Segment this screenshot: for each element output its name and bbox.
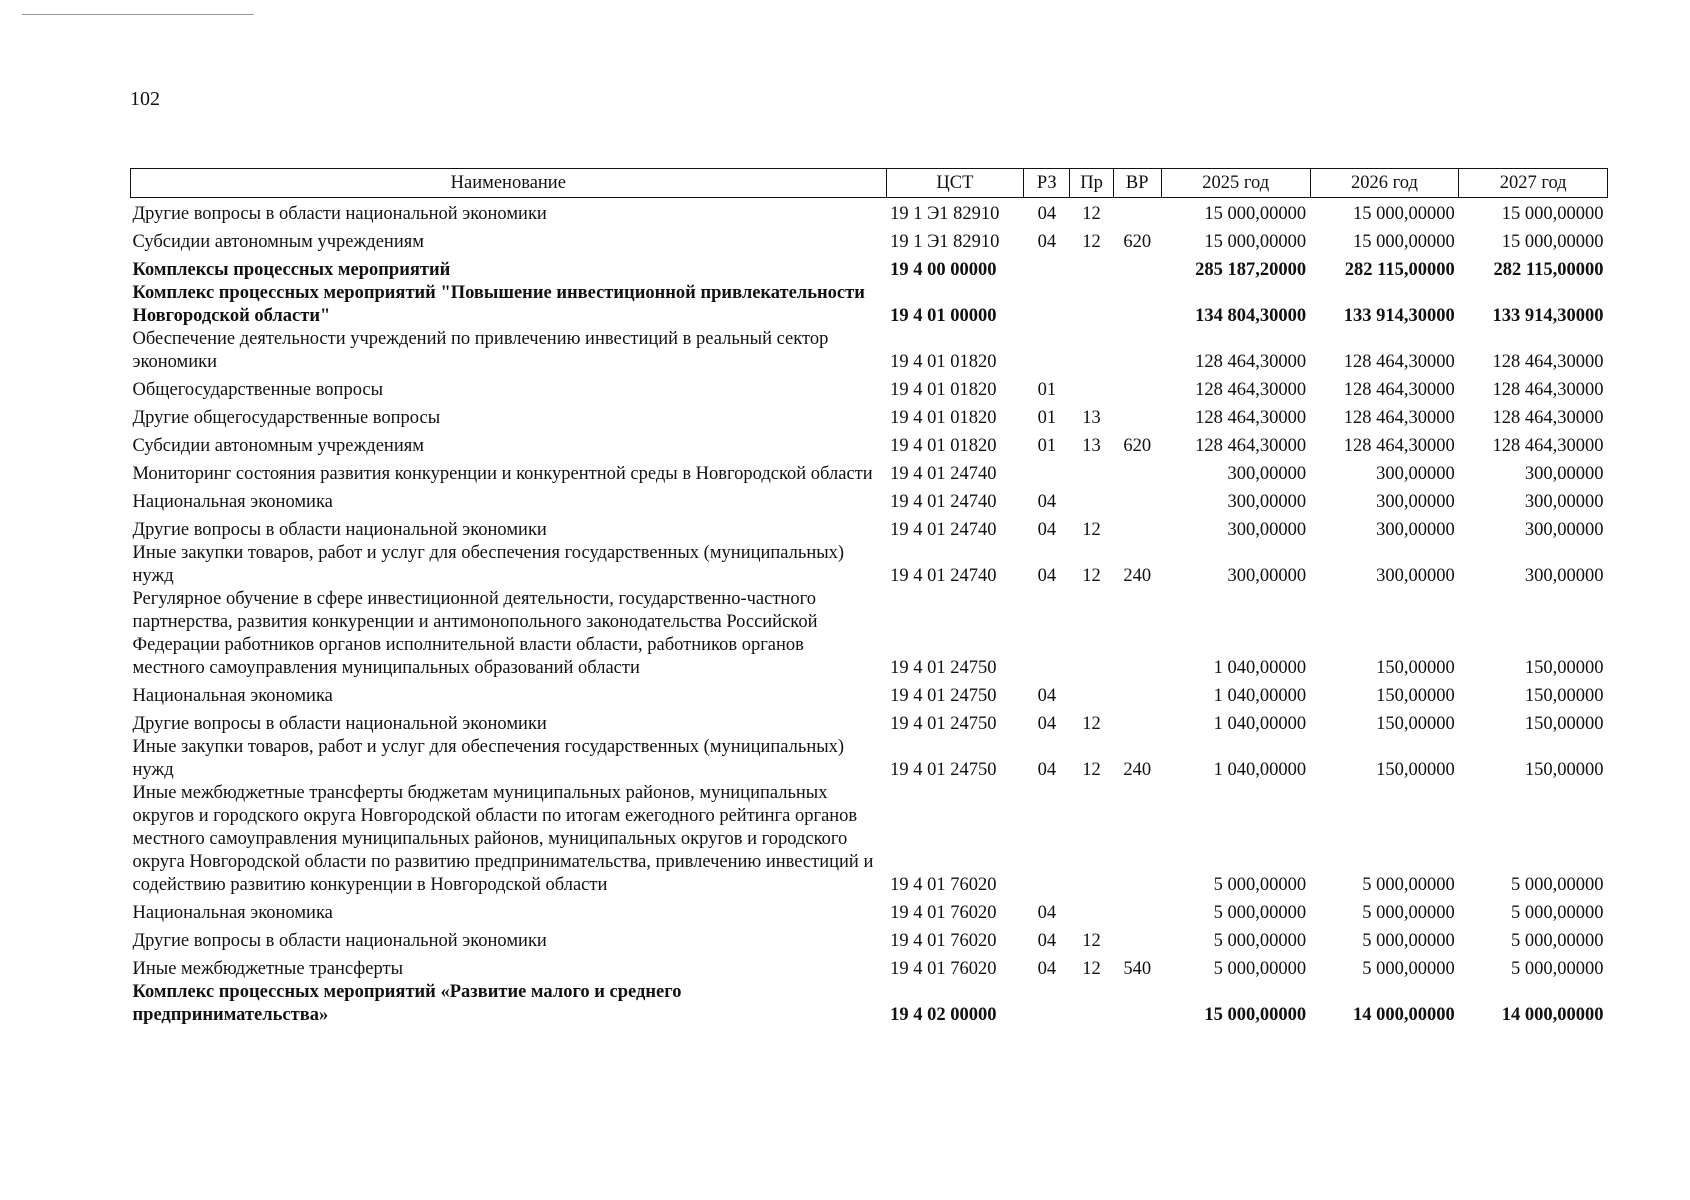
table-row	[131, 708, 1608, 736]
cell-vr	[1113, 328, 1161, 374]
cell-name: Иные межбюджетные трансферты бюджетам муниципальных районов, муниципальных округов и городского округа Новгородской области по итогам ежегодного рейтинга органов местного самоуправления муниципальных районов, муниципальных округов и городского округа Новгородской области по развитию предпринимательства, привлечению инвестиций и содействию развитию конкуренции в Новгородской области	[132, 782, 874, 895]
cell-name: Иные закупки товаров, работ и услуг для обеспечения государственных (муниципальных) нужд	[132, 736, 845, 780]
cell-2027: 128 464,30000	[1492, 407, 1604, 428]
cell-name: Общегосударственные вопросы	[132, 379, 384, 400]
cell-2026: 300,00000	[1376, 491, 1455, 512]
cell-2025: 300,00000	[1227, 463, 1307, 484]
table-row	[131, 953, 1608, 981]
scan-artifact-line	[22, 14, 254, 15]
table-row	[131, 254, 1608, 282]
cell-2026: 300,00000	[1376, 565, 1455, 586]
table-row	[131, 736, 1608, 782]
cell-vr: 240	[1123, 565, 1152, 586]
cell-vr	[1113, 374, 1161, 402]
header-vr: ВР	[1113, 169, 1161, 198]
cell-2025: 300,00000	[1227, 519, 1307, 540]
cell-pr: 12	[1082, 519, 1101, 540]
cell-cst: 19 4 01 76020	[890, 930, 997, 951]
cell-vr	[1113, 680, 1161, 708]
cell-rz: 01	[1037, 435, 1057, 456]
cell-cst: 19 4 00 00000	[890, 259, 997, 280]
cell-2026: 5 000,00000	[1362, 930, 1455, 951]
cell-pr	[1070, 254, 1113, 282]
cell-pr	[1070, 782, 1113, 897]
cell-2025: 1 040,00000	[1213, 759, 1307, 780]
cell-rz	[1024, 782, 1070, 897]
cell-pr	[1070, 328, 1113, 374]
cell-name: Национальная экономика	[132, 902, 333, 923]
table-row	[131, 374, 1608, 402]
cell-vr	[1113, 897, 1161, 925]
cell-2025: 5 000,00000	[1213, 874, 1307, 895]
cell-2026: 300,00000	[1376, 519, 1455, 540]
cell-pr: 12	[1082, 759, 1101, 780]
cell-2027: 150,00000	[1524, 713, 1604, 734]
cell-cst: 19 4 01 00000	[890, 305, 997, 326]
cell-name: Иные межбюджетные трансферты	[132, 958, 404, 979]
cell-pr: 12	[1082, 713, 1101, 734]
cell-rz	[1024, 981, 1070, 1027]
cell-2026: 15 000,00000	[1353, 231, 1455, 252]
cell-cst: 19 4 01 76020	[890, 874, 997, 895]
cell-2025: 15 000,00000	[1204, 203, 1307, 224]
cell-2025: 128 464,30000	[1195, 379, 1307, 400]
cell-pr: 12	[1082, 958, 1101, 979]
cell-cst: 19 4 01 76020	[890, 958, 997, 979]
cell-2026: 282 115,00000	[1344, 259, 1455, 280]
cell-2027: 128 464,30000	[1492, 435, 1604, 456]
cell-cst: 19 4 02 00000	[890, 1004, 997, 1025]
cell-name: Национальная экономика	[132, 685, 333, 706]
cell-2027: 282 115,00000	[1493, 259, 1604, 280]
cell-name: Комплексы процессных мероприятий	[132, 259, 451, 280]
cell-rz: 04	[1037, 231, 1057, 252]
header-cst: ЦСТ	[886, 169, 1024, 198]
cell-rz: 04	[1037, 519, 1057, 540]
cell-2025: 300,00000	[1227, 565, 1307, 586]
cell-2025: 1 040,00000	[1213, 657, 1307, 678]
header-row	[131, 169, 1608, 198]
cell-2027: 150,00000	[1524, 759, 1604, 780]
cell-2026: 150,00000	[1376, 713, 1455, 734]
header-2025: 2025 год	[1161, 169, 1310, 198]
cell-2025: 134 804,30000	[1195, 305, 1307, 326]
cell-cst: 19 4 01 24740	[890, 519, 997, 540]
cell-2025: 1 040,00000	[1213, 713, 1307, 734]
cell-cst: 19 1 Э1 82910	[890, 231, 1000, 252]
cell-cst: 19 4 01 24740	[890, 463, 997, 484]
cell-pr: 12	[1082, 565, 1101, 586]
cell-2025: 300,00000	[1227, 491, 1307, 512]
table-row	[131, 198, 1608, 226]
table-row	[131, 402, 1608, 430]
table-row	[131, 981, 1608, 1027]
cell-2026: 15 000,00000	[1353, 203, 1455, 224]
cell-2026: 300,00000	[1376, 463, 1455, 484]
cell-rz	[1024, 282, 1070, 328]
cell-name: Регулярное обучение в сфере инвестиционной деятельности, государственно-частного партнерства, развития конкуренции и антимонопольного законодательства Российской Федерации работников органов исполнительной власти области, работников органов местного самоуправления муниципальных образований области	[132, 588, 818, 678]
header-name: Наименование	[131, 169, 887, 198]
cell-2026: 150,00000	[1376, 657, 1455, 678]
cell-pr	[1070, 282, 1113, 328]
cell-2026: 150,00000	[1376, 759, 1455, 780]
cell-name: Комплекс процессных мероприятий "Повышение инвестиционной привлекательности Новгородской области"	[132, 282, 865, 326]
cell-cst: 19 4 01 76020	[890, 902, 997, 923]
cell-rz: 04	[1037, 565, 1057, 586]
cell-2025: 15 000,00000	[1204, 231, 1307, 252]
cell-pr: 13	[1082, 407, 1101, 428]
header-2026: 2026 год	[1310, 169, 1459, 198]
cell-2025: 128 464,30000	[1195, 435, 1307, 456]
cell-2026: 5 000,00000	[1362, 902, 1455, 923]
cell-name: Субсидии автономным учреждениям	[132, 435, 424, 456]
cell-rz	[1024, 588, 1070, 680]
cell-pr	[1070, 588, 1113, 680]
cell-2026: 150,00000	[1376, 685, 1455, 706]
cell-2026: 133 914,30000	[1343, 305, 1455, 326]
cell-2026: 5 000,00000	[1362, 958, 1455, 979]
cell-2025: 5 000,00000	[1213, 902, 1307, 923]
cell-rz: 04	[1037, 713, 1057, 734]
cell-rz: 04	[1037, 930, 1057, 951]
cell-2026: 128 464,30000	[1343, 379, 1455, 400]
cell-2027: 300,00000	[1524, 565, 1604, 586]
table-row	[131, 328, 1608, 374]
cell-cst: 19 4 01 24750	[890, 713, 997, 734]
table-row	[131, 458, 1608, 486]
cell-2026: 5 000,00000	[1362, 874, 1455, 895]
cell-pr: 12	[1082, 231, 1101, 252]
cell-cst: 19 4 01 24750	[890, 657, 997, 678]
cell-name: Иные закупки товаров, работ и услуг для обеспечения государственных (муниципальных) нужд	[132, 542, 845, 586]
table-row	[131, 282, 1608, 328]
cell-2025: 1 040,00000	[1213, 685, 1307, 706]
cell-vr: 620	[1123, 435, 1152, 456]
cell-2027: 15 000,00000	[1501, 203, 1604, 224]
cell-pr	[1070, 486, 1113, 514]
page-number: 102	[130, 88, 160, 110]
budget-table	[130, 168, 1608, 1027]
table-row	[131, 925, 1608, 953]
cell-pr: 13	[1082, 435, 1101, 456]
cell-name: Другие общегосударственные вопросы	[132, 407, 441, 428]
cell-vr: 240	[1123, 759, 1152, 780]
cell-vr	[1113, 486, 1161, 514]
cell-2026: 128 464,30000	[1343, 351, 1455, 372]
cell-name: Другие вопросы в области национальной экономики	[132, 203, 547, 224]
table-row	[131, 588, 1608, 680]
cell-pr: 12	[1082, 203, 1101, 224]
cell-pr	[1070, 897, 1113, 925]
cell-name: Обеспечение деятельности учреждений по привлечению инвестиций в реальный сектор экономики	[132, 328, 829, 372]
header-2027: 2027 год	[1459, 169, 1608, 198]
table-row	[131, 514, 1608, 542]
cell-rz: 04	[1037, 759, 1057, 780]
cell-pr	[1070, 981, 1113, 1027]
cell-vr	[1113, 925, 1161, 953]
cell-2027: 128 464,30000	[1492, 379, 1604, 400]
cell-rz: 01	[1037, 379, 1057, 400]
header-pr: Пр	[1070, 169, 1113, 198]
cell-cst: 19 4 01 01820	[890, 351, 997, 372]
cell-pr	[1070, 680, 1113, 708]
cell-2027: 5 000,00000	[1511, 874, 1604, 895]
cell-vr	[1113, 198, 1161, 226]
cell-rz: 01	[1037, 407, 1057, 428]
table-row	[131, 486, 1608, 514]
cell-2025: 15 000,00000	[1204, 1004, 1307, 1025]
cell-cst: 19 4 01 01820	[890, 435, 997, 456]
cell-name: Другие вопросы в области национальной экономики	[132, 930, 547, 951]
cell-cst: 19 4 01 24740	[890, 491, 997, 512]
cell-2025: 128 464,30000	[1195, 351, 1307, 372]
cell-vr	[1113, 514, 1161, 542]
cell-cst: 19 4 01 01820	[890, 407, 997, 428]
table-row	[131, 897, 1608, 925]
cell-2027: 15 000,00000	[1501, 231, 1604, 252]
cell-2027: 128 464,30000	[1492, 351, 1604, 372]
cell-2027: 150,00000	[1524, 657, 1604, 678]
cell-pr	[1070, 458, 1113, 486]
cell-2027: 5 000,00000	[1511, 958, 1604, 979]
cell-vr	[1113, 708, 1161, 736]
cell-name: Национальная экономика	[132, 491, 333, 512]
cell-2027: 150,00000	[1524, 685, 1604, 706]
cell-name: Комплекс процессных мероприятий «Развитие малого и среднего предпринимательства»	[132, 981, 682, 1025]
table-row	[131, 226, 1608, 254]
cell-vr: 540	[1123, 958, 1152, 979]
cell-2027: 300,00000	[1524, 491, 1604, 512]
cell-2026: 128 464,30000	[1343, 435, 1455, 456]
cell-2026: 14 000,00000	[1353, 1004, 1455, 1025]
cell-2027: 300,00000	[1524, 519, 1604, 540]
cell-name: Мониторинг состояния развития конкуренции и конкурентной среды в Новгородской области	[132, 463, 873, 484]
header-rz: РЗ	[1024, 169, 1070, 198]
cell-cst: 19 4 01 24750	[890, 685, 997, 706]
cell-name: Субсидии автономным учреждениям	[132, 231, 424, 252]
cell-2027: 300,00000	[1524, 463, 1604, 484]
table-body	[131, 198, 1608, 1027]
cell-2025: 5 000,00000	[1213, 958, 1307, 979]
cell-rz: 04	[1037, 685, 1057, 706]
cell-2025: 128 464,30000	[1195, 407, 1307, 428]
cell-pr: 12	[1082, 930, 1101, 951]
cell-name: Другие вопросы в области национальной экономики	[132, 519, 547, 540]
cell-vr	[1113, 458, 1161, 486]
table-row	[131, 680, 1608, 708]
cell-rz: 04	[1037, 203, 1057, 224]
cell-2026: 128 464,30000	[1343, 407, 1455, 428]
cell-rz	[1024, 458, 1070, 486]
cell-2027: 5 000,00000	[1511, 902, 1604, 923]
cell-vr: 620	[1123, 231, 1152, 252]
cell-vr	[1113, 981, 1161, 1027]
table-header	[131, 169, 1608, 198]
cell-cst: 19 4 01 24740	[890, 565, 997, 586]
cell-vr	[1113, 782, 1161, 897]
cell-rz	[1024, 328, 1070, 374]
cell-2027: 133 914,30000	[1492, 305, 1604, 326]
cell-rz: 04	[1037, 958, 1057, 979]
cell-cst: 19 4 01 24750	[890, 759, 997, 780]
cell-vr	[1113, 282, 1161, 328]
cell-2027: 14 000,00000	[1501, 1004, 1604, 1025]
table-row	[131, 542, 1608, 588]
cell-2027: 5 000,00000	[1511, 930, 1604, 951]
table-row	[131, 782, 1608, 897]
cell-vr	[1113, 402, 1161, 430]
cell-2025: 285 187,20000	[1195, 259, 1307, 280]
cell-cst: 19 4 01 01820	[890, 379, 997, 400]
cell-cst: 19 1 Э1 82910	[890, 203, 1000, 224]
cell-vr	[1113, 254, 1161, 282]
table-row	[131, 430, 1608, 458]
cell-name: Другие вопросы в области национальной экономики	[132, 713, 547, 734]
cell-pr	[1070, 374, 1113, 402]
cell-rz	[1024, 254, 1070, 282]
cell-rz: 04	[1037, 491, 1057, 512]
cell-rz: 04	[1037, 902, 1057, 923]
cell-vr	[1113, 588, 1161, 680]
cell-2025: 5 000,00000	[1213, 930, 1307, 951]
